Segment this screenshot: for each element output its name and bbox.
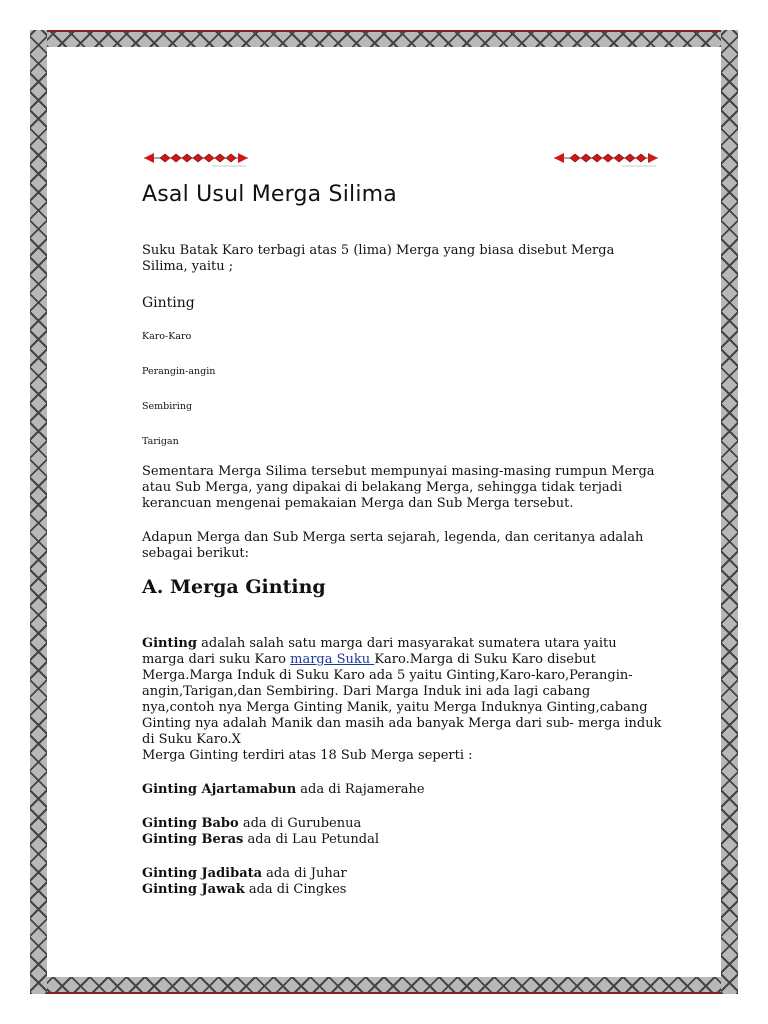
- body-paragraph: Sementara Merga Silima tersebut mempunyai masing-masing rumpun Merga atau Sub Merga, yang dipakai di belakang Merga, sehingga tidak terjadi kerancuan mengenai pemakaian Merga dan Sub Merga tersebut.: [142, 464, 655, 511]
- ginting-text: Karo.Marga di Suku Karo disebut Merga.Marga Induk di Suku Karo ada 5 yaitu Ginting,Karo-karo,Perangin-angin,Tarigan,dan Sembiring. Dari Marga Induk ini ada lagi cabang nya,contoh nya Merga Ginting Manik, yaitu Merga Induknya Ginting,cabang Ginting nya adalah Manik dan masih ada banyak Merga dari sub- merga induk di Suku Karo.X: [142, 652, 662, 747]
- marga-suku-link[interactable]: marga Suku: [290, 652, 375, 667]
- sub-merga-name: Ginting Babo: [142, 816, 239, 831]
- ginting-text: Merga Ginting terdiri atas 18 Sub Merga seperti :: [142, 748, 473, 763]
- sub-merga-item: [142, 882, 662, 898]
- section-heading: A. Merga Ginting: [142, 576, 326, 598]
- decorative-border-bottom: [30, 975, 738, 994]
- merga-list-item: Perangin-angin: [142, 366, 216, 377]
- sub-merga-name: Ginting Jadibata: [142, 866, 263, 881]
- ginting-paragraph: [142, 636, 662, 764]
- sub-merga-item: [142, 866, 662, 882]
- sub-merga-location: ada di Juhar: [262, 866, 347, 881]
- sub-merga-item: [142, 782, 662, 798]
- sub-merga-location: ada di Lau Petundal: [243, 832, 380, 847]
- sub-merga-location: ada di Rajamerahe: [296, 782, 425, 797]
- sub-merga-group: [142, 782, 662, 798]
- sub-merga-name: Ginting Ajartamabun: [142, 782, 297, 797]
- sub-merga-item: [142, 832, 662, 848]
- sub-merga-location: ada di Cingkes: [244, 882, 347, 897]
- sub-merga-group: [142, 866, 662, 898]
- sub-merga-item: [142, 816, 662, 832]
- body-paragraph: Adapun Merga dan Sub Merga serta sejarah, legenda, dan ceritanya adalah sebagai berikut:: [142, 530, 644, 561]
- intro-paragraph: Suku Batak Karo terbagi atas 5 (lima) Merga yang biasa disebut Merga Silima, yaitu ;: [142, 243, 615, 274]
- merga-list-item: Karo-Karo: [142, 331, 192, 342]
- ginting-bold-lead: Ginting: [142, 636, 197, 651]
- merga-list-item: Ginting: [142, 295, 195, 311]
- sub-merga-name: Ginting Jawak: [142, 882, 245, 897]
- sub-merga-group: [142, 816, 662, 848]
- sub-merga-name: Ginting Beras: [142, 832, 244, 847]
- ginting-text: adalah salah satu marga dari masyarakat sumatera utara yaitu marga dari suku Karo: [142, 636, 617, 667]
- page-title: Asal Usul Merga Silima: [142, 182, 397, 207]
- ornament-right-icon: [552, 148, 662, 170]
- document-content: [142, 182, 662, 916]
- merga-list-item: Tarigan: [142, 436, 179, 447]
- ornament-left-icon: [142, 148, 252, 170]
- sub-merga-location: ada di Gurubenua: [238, 816, 362, 831]
- decorative-border-left: [30, 30, 47, 994]
- decorative-border-right: [721, 30, 738, 994]
- merga-list-item: Sembiring: [142, 401, 193, 412]
